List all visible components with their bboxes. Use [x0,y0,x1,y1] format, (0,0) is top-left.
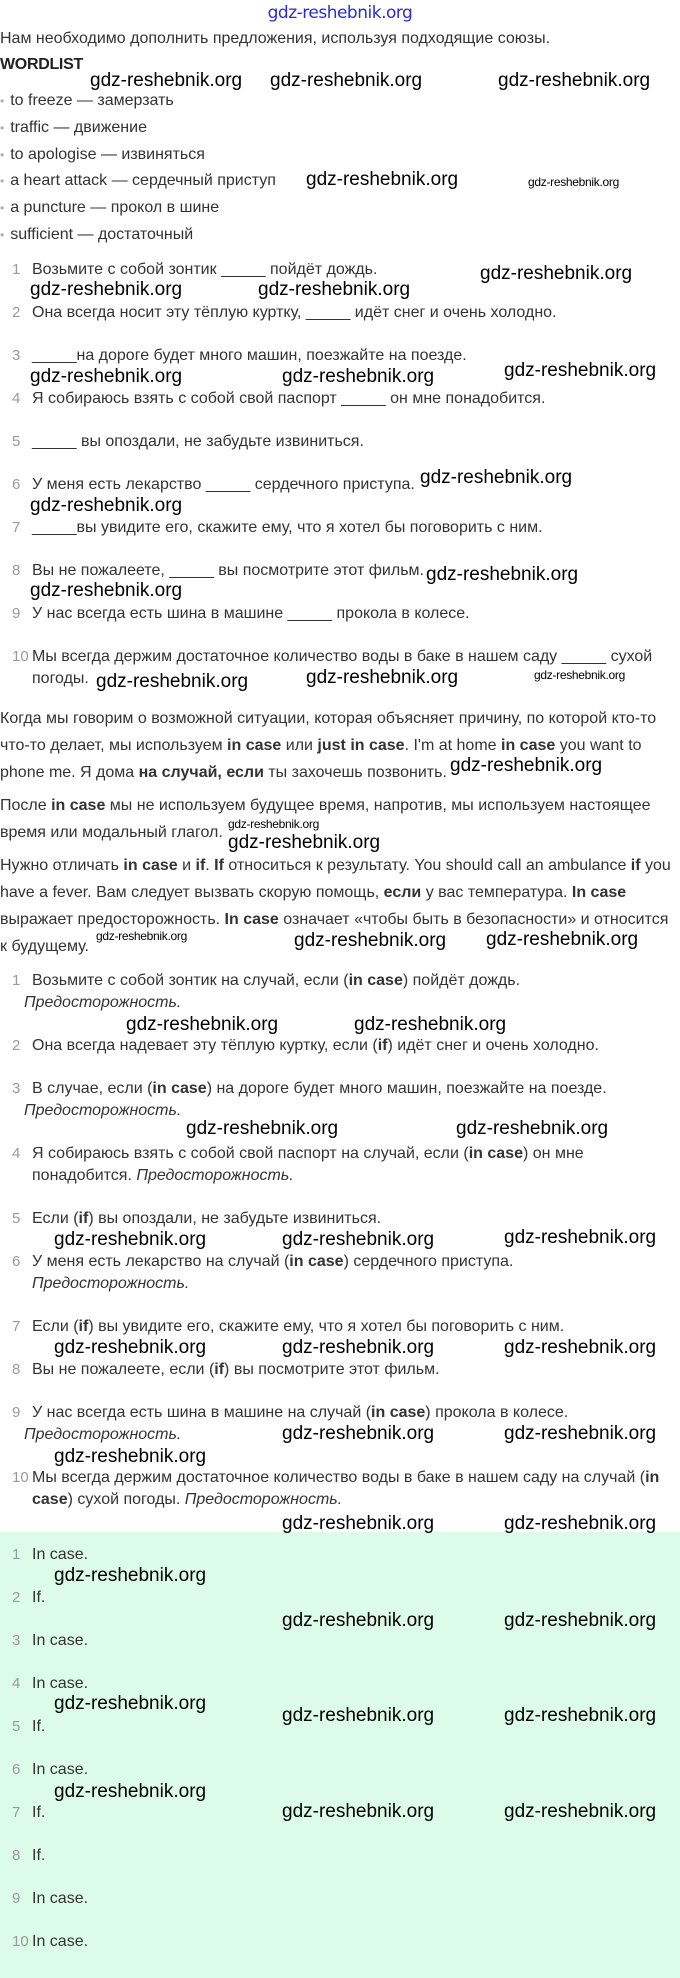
text-segment: В случае, если ( [32,1079,153,1097]
list-item [0,1888,680,1910]
watermark: gdz-reshebnik.org [54,1446,207,1467]
item-number: 5 [12,432,21,450]
wordlist-text: to apologise — извиняться [10,145,205,163]
list-item [0,1931,680,1953]
list-item [0,1359,672,1381]
watermark: gdz-reshebnik.org [282,1610,435,1631]
italic-note: Предосторожность. [32,1274,190,1292]
answer-text: In case. [32,1932,89,1950]
wordlist-text: a puncture — прокол в шине [10,199,220,217]
text-segment: выражает предосторожность. [0,910,225,928]
list-item [0,388,672,410]
wordlist-text: a heart attack — сердечный приступ [10,172,276,190]
item-text [32,1143,672,1187]
list-item [0,1035,672,1057]
text-segment: После [0,796,52,814]
watermark: gdz-reshebnik.org [504,1337,657,1358]
watermark: gdz-reshebnik.org [282,1801,435,1822]
item-number: 7 [12,1803,21,1821]
wordlist-text: to freeze — замерзать [10,92,174,109]
item-number: 10 [12,1932,29,1950]
item-number: 1 [12,971,21,989]
bold-term: in case [348,971,403,989]
bold-term: if [195,856,206,874]
watermark: gdz-reshebnik.org [504,1513,657,1534]
item-number: 1 [12,260,21,278]
item-number: 9 [12,1889,21,1907]
bold-term: in case [289,1252,344,1270]
bold-term: just in case [317,736,405,754]
item-number: 8 [12,1360,21,1378]
item-text: Вы не пожалеете, _____ вы посмотрите этот фильм. [32,561,424,579]
watermark: gdz-reshebnik.org [528,175,619,189]
item-number: 4 [12,1674,21,1692]
bold-term: in case [468,1144,523,1162]
item-number: 8 [12,561,21,579]
item-number: 3 [12,1079,21,1097]
bullet-icon: • [0,120,5,135]
item-text: _____вы увидите его, скажите ему, что я хотел бы поговорить с ним. [32,518,543,536]
bold-term: if [78,1317,89,1335]
watermark: gdz-reshebnik.org [456,1118,609,1139]
item-number: 2 [12,303,21,321]
item-number: 6 [12,1252,21,1270]
list-item [0,1251,672,1295]
item-text [32,970,672,992]
text-segment: Когда мы говорим о возможной ситуации, которая объясняет причину, по которой кто-то что-то делает, мы используем [0,709,657,754]
watermark: gdz-reshebnik.org [30,366,183,387]
watermark: gdz-reshebnik.org [480,263,633,284]
bullet-icon: • [0,94,5,108]
bold-term: in case [227,736,282,754]
italic-note: Предосторожность. [136,1166,294,1184]
list-item [0,1467,672,1511]
text-segment: и [177,856,196,874]
list-item [0,1630,680,1652]
bold-term: if [214,1360,225,1378]
item-text: Мы всегда держим достаточное количество воды в баке в нашем саду _____ сухой погоды. [32,647,653,687]
text-segment: Если ( [32,1209,79,1227]
list-item [0,1845,680,1867]
watermark: gdz-reshebnik.org [54,1337,207,1358]
bullet-icon: • [0,227,5,242]
watermark: gdz-reshebnik.org [258,279,411,300]
answer-text: If. [32,1588,46,1606]
wordlist-text: sufficient — достаточный [10,225,194,243]
watermark: gdz-reshebnik.org [54,1693,207,1714]
answer-text: In case. [32,1674,89,1692]
item-text: Возьмите с собой зонтик _____ пойдёт дождь. [32,260,378,278]
item-text: У нас всегда есть шина в машине _____ прокола в колесе. [32,604,470,622]
list-item [0,1316,672,1338]
bullet-icon: • [0,201,5,216]
text-segment: Вы не пожалеете, если ( [32,1360,215,1378]
item-number: 2 [12,1588,21,1606]
text-segment: ) идёт снег и очень холодно. [387,1036,599,1054]
bold-term: If [214,856,224,874]
watermark: gdz-reshebnik.org [30,279,183,300]
bold-term: in case [371,1403,426,1421]
item-number: 9 [12,1403,21,1421]
list-item [0,1673,680,1695]
text-segment: ) вы увидите его, скажите ему, что я хотел бы поговорить с ним. [88,1317,565,1335]
item-number: 8 [12,1846,21,1864]
item-text: _____на дороге будет много машин, поезжайте на поезде. [32,346,467,364]
watermark: gdz-reshebnik.org [54,1229,207,1250]
watermark: gdz-reshebnik.org [90,70,243,91]
text-segment: you want to phone me. Я дома [0,736,642,781]
watermark: gdz-reshebnik.org [270,70,423,91]
answer-text: If. [32,1717,46,1735]
item-text [32,1251,672,1295]
item-number: 1 [12,1545,21,1563]
text-segment: Нужно отличать [0,856,124,874]
bold-term: In case [571,883,627,901]
precaution-note: Предосторожность. [24,993,182,1011]
watermark: gdz-reshebnik.org [504,1227,657,1248]
watermark: gdz-reshebnik.org [498,70,651,91]
watermark: gdz-reshebnik.org [450,755,603,776]
bold-term: in case [501,736,556,754]
text-segment: ) на дороге будет много машин, поезжайте на поезде. [206,1079,607,1097]
item-text [32,1402,672,1424]
item-text: _____ вы опоздали, не забудьте извиниться. [32,432,364,450]
text-segment: ) пойдёт дождь. [402,971,521,989]
watermark: gdz-reshebnik.org [30,580,183,601]
list-item [0,302,672,324]
watermark: gdz-reshebnik.org [228,817,319,831]
bold-term: in case [123,856,178,874]
text-segment: У нас всегда есть шина в машине на случай ( [32,1403,372,1421]
list-item [0,1544,680,1566]
answer-text: If. [32,1846,46,1864]
watermark: gdz-reshebnik.org [426,564,579,585]
wordlist-item [0,197,680,224]
list-item [0,431,672,453]
bold-term: если [383,883,422,901]
item-number: 10 [12,647,29,665]
text-segment: Она всегда надевает эту тёплую куртку, если ( [32,1036,378,1054]
bold-term: in case [32,1468,660,1508]
answer-text: If. [32,1803,46,1821]
text-segment: ) сухой погоды. [67,1490,185,1508]
watermark: gdz-reshebnik.org [228,832,381,853]
list-item [0,603,672,625]
answer-text: In case. [32,1889,89,1907]
italic-note: Предосторожность. [184,1490,343,1508]
watermark: gdz-reshebnik.org [306,169,459,190]
item-text [32,1035,672,1057]
watermark: gdz-reshebnik.org [282,1423,435,1444]
item-text [32,1078,672,1100]
text-segment: Если ( [32,1317,79,1335]
watermark: gdz-reshebnik.org [126,1014,279,1035]
watermark: gdz-reshebnik.org [282,1705,435,1726]
item-number: 6 [12,475,21,493]
item-number: 7 [12,1317,21,1335]
item-text [32,1316,672,1338]
item-number: 3 [12,1631,21,1649]
bold-term: на случай, если [138,763,264,781]
text-segment: . I'm at home [404,736,501,754]
item-number: 9 [12,604,21,622]
item-number: 4 [12,1144,21,1162]
watermark: gdz-reshebnik.org [504,1705,657,1726]
bold-term: in case [152,1079,207,1097]
item-number: 5 [12,1717,21,1735]
bold-term: In case [224,910,279,928]
text-segment: или [281,736,318,754]
list-item [0,1078,672,1122]
watermark: gdz-reshebnik.org [282,1229,435,1250]
list-item [0,970,672,1014]
text-segment: ) он мне понадобится. [32,1144,584,1184]
text-segment: you have a fever. Вам следует вызвать скорую помощь, [0,856,671,901]
answer-text: In case. [32,1545,89,1563]
site-watermark: gdz-reshebnik.org [267,3,413,23]
watermark: gdz-reshebnik.org [30,495,183,516]
precaution-note: Предосторожность. [24,1425,182,1443]
item-number: 2 [12,1036,21,1054]
watermark: gdz-reshebnik.org [504,360,657,381]
text-segment: ты захочешь позвонить. [263,763,447,781]
item-text [32,1467,672,1511]
watermark: gdz-reshebnik.org [534,668,625,682]
wordlist-text: traffic — движение [10,118,147,136]
text-segment: ) вы опоздали, не забудьте извиниться. [88,1209,382,1227]
item-text: Она всегда носит эту тёплую куртку, _____ идёт снег и очень холодно. [32,303,557,321]
task-intro: Нам необходимо дополнить предложения, используя подходящие союзы. [0,30,551,47]
watermark: gdz-reshebnik.org [504,1801,657,1822]
watermark: gdz-reshebnik.org [294,930,447,951]
text-segment: ) сердечного приступа. [343,1252,514,1270]
text-segment: Я собираюсь взять с собой свой паспорт на случай, если ( [32,1144,469,1162]
watermark: gdz-reshebnik.org [186,1118,339,1139]
watermark: gdz-reshebnik.org [504,1423,657,1444]
wordlist-item [0,144,680,171]
watermark: gdz-reshebnik.org [282,1513,435,1534]
text-segment: ) вы посмотрите этот фильм. [224,1360,440,1378]
wordlist-title: WORDLIST [0,56,83,73]
list-item [0,1143,672,1187]
text-segment: означает «чтобы быть в безопасности» и относится к будущему. [0,910,669,955]
bullet-icon: • [0,147,5,162]
bullet-icon: • [0,174,5,189]
list-item [0,1587,680,1609]
item-number: 5 [12,1209,21,1227]
text-segment: Мы всегда держим достаточное количество воды в баке в нашем саду на случай ( [32,1468,646,1486]
item-text: Я собираюсь взять с собой свой паспорт _____ он мне понадобится. [32,389,546,407]
watermark: gdz-reshebnik.org [282,366,435,387]
answer-text: In case. [32,1631,89,1649]
wordlist-item [0,90,680,117]
answers-panel [0,1532,680,1978]
watermark: gdz-reshebnik.org [504,1610,657,1631]
wordlist-item [0,224,680,251]
watermark: gdz-reshebnik.org [96,671,249,692]
list-item [0,517,672,539]
bold-term: in case [51,796,106,814]
watermark: gdz-reshebnik.org [354,1014,507,1035]
item-number: 7 [12,518,21,536]
watermark: gdz-reshebnik.org [54,1781,207,1802]
text-segment: у вас температура. [421,883,572,901]
watermark: gdz-reshebnik.org [282,1337,435,1358]
item-text [32,1359,672,1381]
watermark: gdz-reshebnik.org [306,667,459,688]
watermark: gdz-reshebnik.org [96,929,187,943]
watermark: gdz-reshebnik.org [486,929,639,950]
text-segment: ) прокола в колесе. [425,1403,569,1421]
answer-text: In case. [32,1760,89,1778]
watermark: gdz-reshebnik.org [54,1565,207,1586]
bold-term: if [377,1036,388,1054]
bold-term: if [78,1209,89,1227]
item-number: 3 [12,346,21,364]
precaution-note: Предосторожность. [24,1101,182,1119]
wordlist-item [0,117,680,144]
text-segment: . [205,856,215,874]
item-text: У меня есть лекарство _____ сердечного приступа. [32,475,415,493]
text-segment: Возьмите с собой зонтик на случай, если ( [32,971,349,989]
item-number: 6 [12,1760,21,1778]
list-item [0,1759,680,1781]
item-number: 4 [12,389,21,407]
text-segment: мы не используем будущее время, напротив, мы используем настоящее время или модальный глагол. [0,796,651,841]
text-segment: относиться к результату. You should call an ambulance [223,856,631,874]
item-number: 10 [12,1468,29,1486]
bold-term: if [630,856,641,874]
text-segment: У меня есть лекарство на случай ( [32,1252,290,1270]
watermark: gdz-reshebnik.org [420,467,573,488]
